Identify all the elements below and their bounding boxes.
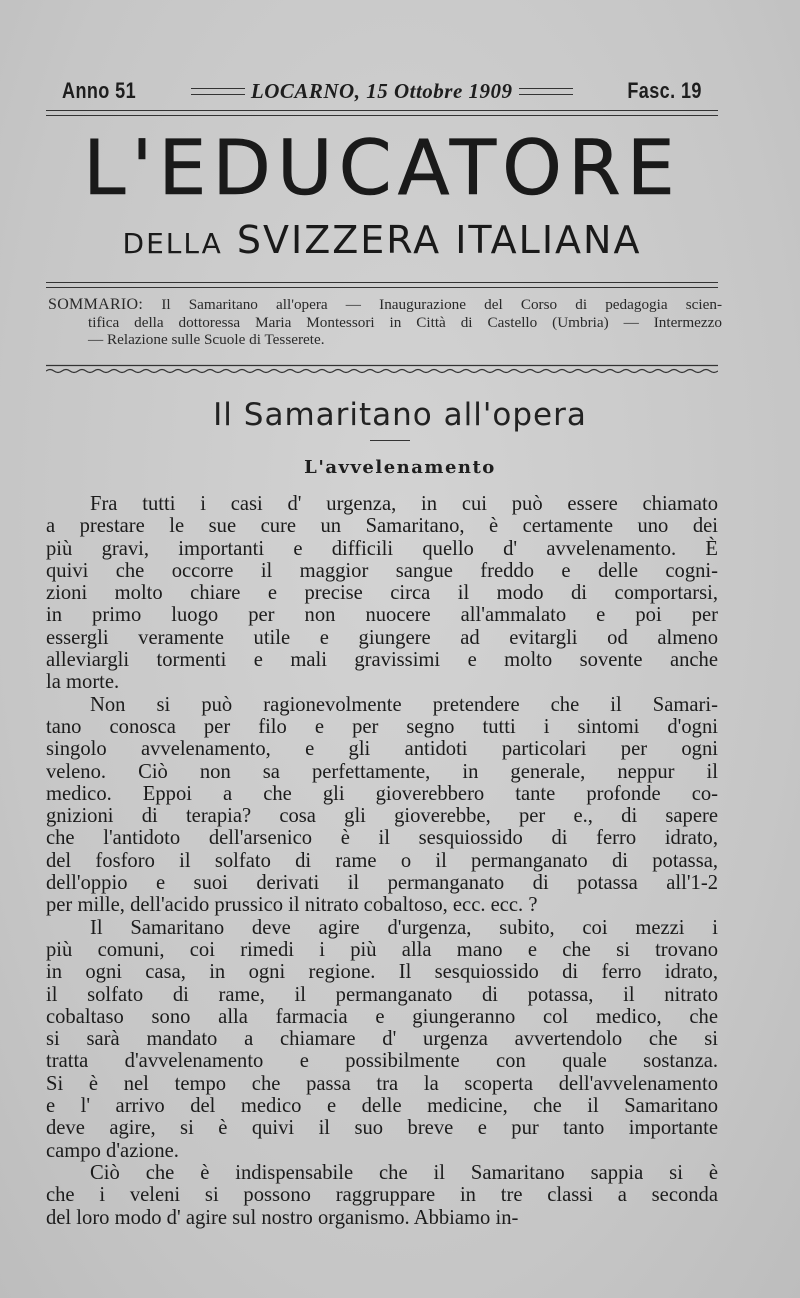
masthead-top-rule [46, 110, 718, 116]
masthead-subtitle-della: DELLA [122, 227, 223, 260]
article-body [46, 493, 718, 1229]
paragraph-line: quivi che occorre il maggior sangue freddo e delle cogni- [46, 559, 718, 582]
summary-block [48, 296, 722, 349]
title-underline [370, 440, 410, 441]
paragraph-line: si sarà mandato a chiamare d' urgenza avvertendolo che si [46, 1028, 718, 1051]
article-subtitle: L'avvelenamento [304, 457, 496, 478]
paragraph-line: tano conosca per filo e per segno tutti i sintomi d'ogni [46, 715, 718, 738]
paragraph-line: a prestare le sue cure un Samaritano, è certamente uno dei [46, 515, 718, 538]
paragraph-line: alleviargli tormenti e mali gravissimi e molto sovente anche [46, 649, 718, 672]
paragraph-line: cobaltaso sono alla farmacia e giungeranno col medico, che [46, 1005, 718, 1028]
issue-year: Anno 51 [62, 78, 137, 103]
paragraph-line: Fra tutti i casi d' urgenza, in cui può essere chiamato [90, 493, 718, 515]
issue-number: Fasc. 19 [627, 78, 702, 103]
issue-place-date: LOCARNO, 15 Ottobre 1909 [250, 78, 513, 103]
paragraph-line: in ogni casa, in ogni regione. Il sesquiossido di ferro idrato, [46, 961, 718, 984]
issue-place-date-group [185, 79, 579, 104]
summary-label: SOMMARIO: [48, 296, 144, 313]
article-paragraph [46, 694, 718, 917]
paragraph-line: per mille, dell'acido prussico il nitrato cobaltoso, ecc. ecc. ? [46, 894, 538, 917]
summary-line-1: SOMMARIO: Il Samaritano all'opera — Inaugurazione del Corso di pedagogia scien- [48, 296, 722, 313]
summary-line-3: — Relazione sulle Scuole di Tesserete. [88, 331, 325, 348]
paragraph-line: il solfato di rame, il permanganato di potassa, il nitrato [46, 983, 718, 1006]
paragraph-line: singolo avvelenamento, e gli antidoti particolari per ogni [46, 738, 718, 761]
paragraph-line: essergli veramente utile e giungere ad evitargli od almeno [46, 626, 718, 649]
masthead-subtitle-main: SVIZZERA ITALIANA [236, 218, 642, 262]
paragraph-line: e l' arrivo del medico e delle medicine, che il Samaritano [46, 1095, 718, 1118]
paragraph-line: gnizioni di terapia? cosa gli gioverebbe, per e., di sapere [46, 805, 718, 828]
masthead-subtitle [46, 212, 718, 272]
header-rule-right [519, 88, 573, 95]
paragraph-line: in primo luogo per non nuocere all'ammalato e poi per [46, 604, 718, 627]
paragraph-line: Si è nel tempo che passa tra la scoperta dell'avvelenamento [46, 1072, 718, 1095]
paragraph-line: che l'antidoto dell'arsenico è il sesquiossido di ferro idrato, [46, 827, 718, 850]
paragraph-line: più gravi, importanti e difficili quello d' avvelenamento. È [46, 537, 718, 560]
paragraph-line: del fosforo il solfato di rame o il permanganato di potassa, [46, 849, 718, 872]
paragraph-line: dell'oppio e suoi derivati il permanganato di potassa all'1-2 [46, 872, 718, 895]
paragraph-line: del loro modo d' agire sul nostro organismo. Abbiamo in- [46, 1206, 519, 1229]
paragraph-line: Ciò che è indispensabile che il Samaritano sappia si è [90, 1161, 718, 1184]
masthead-bottom-rule [46, 282, 718, 288]
article-title: Il Samaritano all'opera [213, 397, 587, 433]
masthead-title: L'EDUCATORE [83, 123, 681, 212]
article-paragraph [46, 917, 718, 1162]
paragraph-line: campo d'azione. [46, 1139, 179, 1162]
summary-bottom-rule [46, 364, 718, 374]
paragraph-line: tratta d'avvelenamento e possibilmente con quale sostanza. [46, 1050, 718, 1073]
issue-header [62, 74, 702, 108]
paragraph-line: deve agire, si è quivi il suo breve e pur tanto importante [46, 1117, 718, 1140]
header-rule-left [191, 88, 245, 95]
paragraph-line: medico. Eppoi a che gli gioverebbero tante profonde co- [46, 782, 718, 805]
paragraph-line: più comuni, coi rimedi i più alla mano e che si trovano [46, 938, 718, 961]
paragraph-line: che i veleni si possono raggruppare in tre classi a seconda [46, 1184, 718, 1207]
paragraph-line: veleno. Ciò non sa perfettamente, in generale, neppur il [46, 760, 718, 783]
summary-line-2: tifica della dottoressa Maria Montessori in Città di Castello (Umbria) — Intermezzo [88, 313, 722, 331]
paragraph-line: la morte. [46, 671, 120, 694]
paragraph-line: Non si può ragionevolmente pretendere che il Samari- [90, 693, 718, 716]
article-paragraph [46, 1162, 718, 1229]
paragraph-line: Il Samaritano deve agire d'urgenza, subito, coi mezzi i [90, 916, 718, 939]
paragraph-line: zioni molto chiare e precise circa il modo di comportarsi, [46, 582, 718, 605]
article-paragraph [46, 493, 718, 694]
